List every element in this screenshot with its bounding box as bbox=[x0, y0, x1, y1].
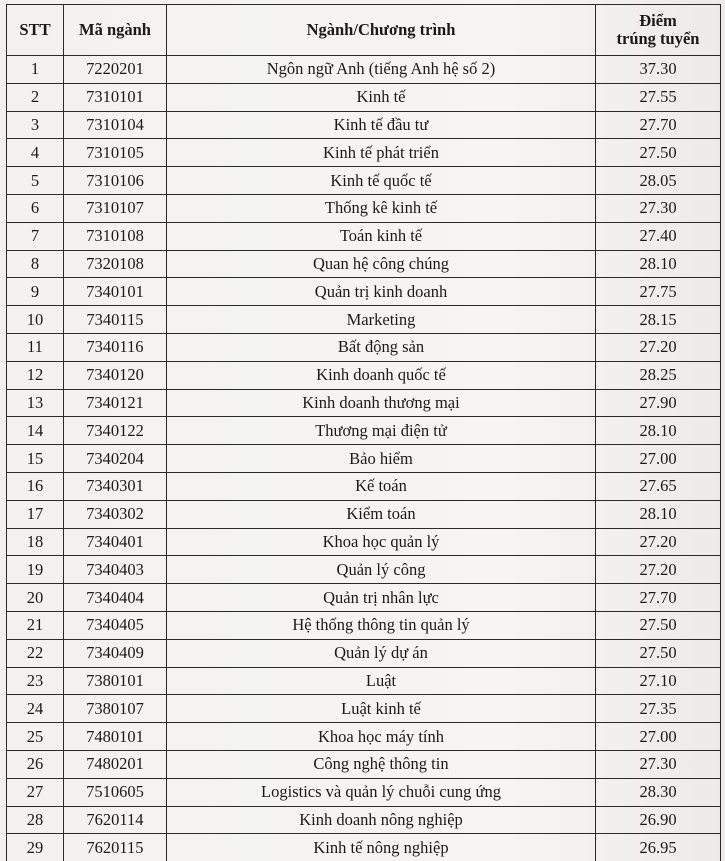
cell-name: Kinh tế quốc tế bbox=[167, 167, 596, 195]
cell-score: 37.30 bbox=[596, 56, 721, 84]
cell-code: 7310105 bbox=[64, 139, 167, 167]
cell-name: Khoa học quản lý bbox=[167, 528, 596, 556]
cell-score: 27.70 bbox=[596, 584, 721, 612]
cell-code: 7310104 bbox=[64, 111, 167, 139]
cell-score: 27.00 bbox=[596, 445, 721, 473]
header-code: Mã ngành bbox=[64, 5, 167, 56]
cell-name: Quản trị nhân lực bbox=[167, 584, 596, 612]
table-row bbox=[7, 528, 721, 556]
cell-score: 28.30 bbox=[596, 778, 721, 806]
cell-score: 28.10 bbox=[596, 250, 721, 278]
table-header-row bbox=[7, 5, 721, 56]
cell-stt: 19 bbox=[7, 556, 64, 584]
cell-code: 7340404 bbox=[64, 584, 167, 612]
cell-name: Kinh doanh thương mại bbox=[167, 389, 596, 417]
cell-name: Kinh tế bbox=[167, 83, 596, 111]
cell-stt: 28 bbox=[7, 806, 64, 834]
cell-code: 7310106 bbox=[64, 167, 167, 195]
table-row bbox=[7, 83, 721, 111]
cell-score: 27.90 bbox=[596, 389, 721, 417]
cell-code: 7310101 bbox=[64, 83, 167, 111]
cell-stt: 11 bbox=[7, 333, 64, 361]
cell-stt: 26 bbox=[7, 750, 64, 778]
cell-stt: 2 bbox=[7, 83, 64, 111]
cell-stt: 17 bbox=[7, 500, 64, 528]
cell-code: 7380107 bbox=[64, 695, 167, 723]
cell-stt: 29 bbox=[7, 834, 64, 861]
cell-score: 27.20 bbox=[596, 333, 721, 361]
cell-name: Logistics và quản lý chuỗi cung ứng bbox=[167, 778, 596, 806]
table-row bbox=[7, 778, 721, 806]
cell-code: 7380101 bbox=[64, 667, 167, 695]
table-row bbox=[7, 222, 721, 250]
table-row bbox=[7, 611, 721, 639]
table-body bbox=[7, 56, 721, 861]
cell-score: 28.10 bbox=[596, 417, 721, 445]
cell-name: Quản trị kinh doanh bbox=[167, 278, 596, 306]
cell-score: 27.55 bbox=[596, 83, 721, 111]
cell-stt: 6 bbox=[7, 194, 64, 222]
cell-score: 28.05 bbox=[596, 167, 721, 195]
cell-stt: 12 bbox=[7, 361, 64, 389]
cell-stt: 23 bbox=[7, 667, 64, 695]
cell-score: 27.20 bbox=[596, 528, 721, 556]
header-name: Ngành/Chương trình bbox=[167, 5, 596, 56]
cell-name: Khoa học máy tính bbox=[167, 723, 596, 751]
table-row bbox=[7, 417, 721, 445]
cell-stt: 27 bbox=[7, 778, 64, 806]
cell-code: 7340302 bbox=[64, 500, 167, 528]
cell-name: Hệ thống thông tin quản lý bbox=[167, 611, 596, 639]
cell-score: 27.10 bbox=[596, 667, 721, 695]
cell-stt: 18 bbox=[7, 528, 64, 556]
cell-stt: 3 bbox=[7, 111, 64, 139]
table-row bbox=[7, 389, 721, 417]
cell-name: Kinh doanh quốc tế bbox=[167, 361, 596, 389]
table-row bbox=[7, 194, 721, 222]
cell-stt: 22 bbox=[7, 639, 64, 667]
table-row bbox=[7, 306, 721, 334]
cell-code: 7510605 bbox=[64, 778, 167, 806]
cell-score: 27.30 bbox=[596, 750, 721, 778]
cell-stt: 1 bbox=[7, 56, 64, 84]
table-row bbox=[7, 167, 721, 195]
table-row bbox=[7, 472, 721, 500]
cell-name: Kinh doanh nông nghiệp bbox=[167, 806, 596, 834]
cell-stt: 25 bbox=[7, 723, 64, 751]
cell-name: Kinh tế đầu tư bbox=[167, 111, 596, 139]
cell-code: 7340204 bbox=[64, 445, 167, 473]
cell-stt: 14 bbox=[7, 417, 64, 445]
cell-score: 26.90 bbox=[596, 806, 721, 834]
table-row bbox=[7, 361, 721, 389]
header-score bbox=[596, 5, 721, 56]
cell-name: Kế toán bbox=[167, 472, 596, 500]
cell-code: 7340121 bbox=[64, 389, 167, 417]
cell-code: 7620115 bbox=[64, 834, 167, 861]
table-row bbox=[7, 750, 721, 778]
cell-stt: 21 bbox=[7, 611, 64, 639]
cell-name: Kinh tế phát triển bbox=[167, 139, 596, 167]
cell-stt: 5 bbox=[7, 167, 64, 195]
cell-stt: 8 bbox=[7, 250, 64, 278]
table-row bbox=[7, 500, 721, 528]
cell-name: Luật bbox=[167, 667, 596, 695]
cell-stt: 24 bbox=[7, 695, 64, 723]
cell-name: Luật kinh tế bbox=[167, 695, 596, 723]
cell-stt: 4 bbox=[7, 139, 64, 167]
table-row bbox=[7, 278, 721, 306]
cell-score: 27.65 bbox=[596, 472, 721, 500]
cell-stt: 20 bbox=[7, 584, 64, 612]
cell-name: Thống kê kinh tế bbox=[167, 194, 596, 222]
table-row bbox=[7, 250, 721, 278]
table-row bbox=[7, 333, 721, 361]
table-row bbox=[7, 639, 721, 667]
cell-code: 7340122 bbox=[64, 417, 167, 445]
cell-stt: 7 bbox=[7, 222, 64, 250]
cell-code: 7340301 bbox=[64, 472, 167, 500]
table-row bbox=[7, 806, 721, 834]
cell-code: 7340115 bbox=[64, 306, 167, 334]
cell-score: 27.50 bbox=[596, 139, 721, 167]
cell-code: 7310108 bbox=[64, 222, 167, 250]
header-score-line2: trúng tuyển bbox=[616, 29, 700, 48]
cell-code: 7340409 bbox=[64, 639, 167, 667]
cell-score: 27.40 bbox=[596, 222, 721, 250]
cell-stt: 13 bbox=[7, 389, 64, 417]
cell-code: 7340405 bbox=[64, 611, 167, 639]
table-row bbox=[7, 834, 721, 861]
cell-code: 7340401 bbox=[64, 528, 167, 556]
cell-stt: 10 bbox=[7, 306, 64, 334]
cell-score: 28.25 bbox=[596, 361, 721, 389]
cell-code: 7310107 bbox=[64, 194, 167, 222]
cell-score: 28.10 bbox=[596, 500, 721, 528]
cell-score: 28.15 bbox=[596, 306, 721, 334]
table-row bbox=[7, 445, 721, 473]
cell-code: 7340403 bbox=[64, 556, 167, 584]
cell-name: Toán kinh tế bbox=[167, 222, 596, 250]
cell-code: 7620114 bbox=[64, 806, 167, 834]
cell-score: 27.75 bbox=[596, 278, 721, 306]
table-row bbox=[7, 723, 721, 751]
cell-score: 27.50 bbox=[596, 639, 721, 667]
cell-code: 7480101 bbox=[64, 723, 167, 751]
header-stt: STT bbox=[7, 5, 64, 56]
cell-stt: 15 bbox=[7, 445, 64, 473]
table-row bbox=[7, 139, 721, 167]
cell-code: 7340120 bbox=[64, 361, 167, 389]
cell-name: Quan hệ công chúng bbox=[167, 250, 596, 278]
cell-name: Thương mại điện tử bbox=[167, 417, 596, 445]
cell-code: 7220201 bbox=[64, 56, 167, 84]
cell-code: 7480201 bbox=[64, 750, 167, 778]
cell-stt: 16 bbox=[7, 472, 64, 500]
cell-code: 7320108 bbox=[64, 250, 167, 278]
cell-name: Quản lý dự án bbox=[167, 639, 596, 667]
header-score-line1: Điểm bbox=[639, 11, 677, 30]
cell-score: 27.50 bbox=[596, 611, 721, 639]
cell-name: Bất động sản bbox=[167, 333, 596, 361]
cell-score: 27.00 bbox=[596, 723, 721, 751]
cell-name: Ngôn ngữ Anh (tiếng Anh hệ số 2) bbox=[167, 56, 596, 84]
cell-name: Bảo hiểm bbox=[167, 445, 596, 473]
cell-name: Kinh tế nông nghiệp bbox=[167, 834, 596, 861]
table-row bbox=[7, 695, 721, 723]
table-row bbox=[7, 56, 721, 84]
cell-score: 27.20 bbox=[596, 556, 721, 584]
cell-stt: 9 bbox=[7, 278, 64, 306]
cell-score: 27.70 bbox=[596, 111, 721, 139]
table-row bbox=[7, 556, 721, 584]
cell-score: 27.30 bbox=[596, 194, 721, 222]
cell-name: Kiểm toán bbox=[167, 500, 596, 528]
admission-score-table bbox=[6, 4, 721, 861]
cell-score: 27.35 bbox=[596, 695, 721, 723]
cell-code: 7340116 bbox=[64, 333, 167, 361]
table-row bbox=[7, 667, 721, 695]
cell-code: 7340101 bbox=[64, 278, 167, 306]
cell-score: 26.95 bbox=[596, 834, 721, 861]
cell-name: Marketing bbox=[167, 306, 596, 334]
table-row bbox=[7, 111, 721, 139]
cell-name: Công nghệ thông tin bbox=[167, 750, 596, 778]
table-row bbox=[7, 584, 721, 612]
cell-name: Quản lý công bbox=[167, 556, 596, 584]
